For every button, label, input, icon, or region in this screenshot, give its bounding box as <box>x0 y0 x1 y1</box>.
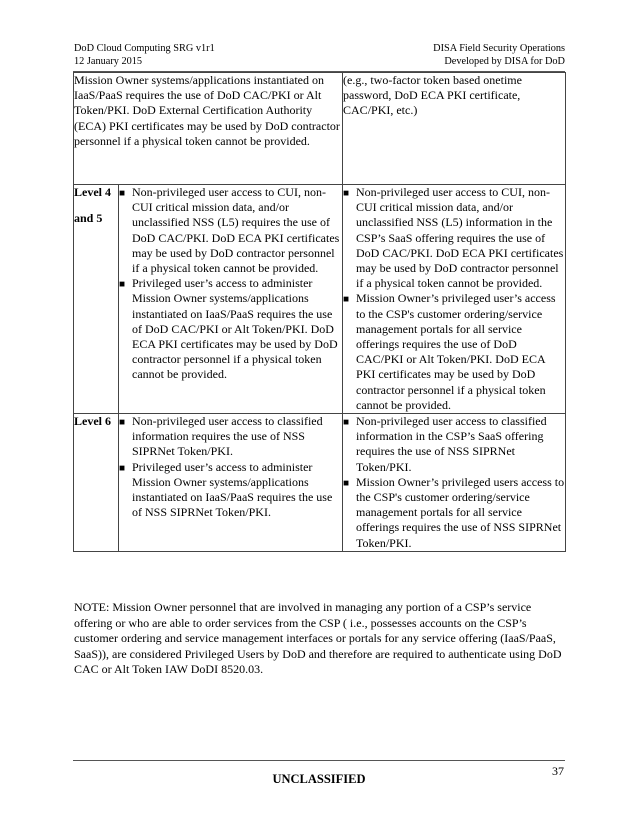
list-item-text: Mission Owner’s privileged users access to the CSP's customer ordering/service management portals for all service offerings requires the use of NSS SIPRNet Token/PKI. <box>356 474 565 550</box>
level-cell <box>74 414 119 552</box>
level-label: Level 6 <box>74 414 111 429</box>
level-cell <box>74 185 119 414</box>
document-title: DoD Cloud Computing SRG v1r1 <box>74 43 215 54</box>
table-row-level-4-5 <box>74 185 566 414</box>
table-row-continuation <box>74 73 566 185</box>
level-label-suffix: and 5 <box>74 211 103 226</box>
list-item <box>119 460 342 521</box>
requirements-table <box>73 72 566 552</box>
page-number: 37 <box>552 764 564 778</box>
developer-line: Developed by DISA for DoD <box>444 56 565 67</box>
requirements-right-cell <box>343 185 566 414</box>
list-item-text: Non-privileged user access to CUI, non-CUI critical mission data, and/or unclassified NSS (L5) information in the CSP’s SaaS offering requires the use of DoD CAC/PKI. DoD ECA PKI certificates may be used by DoD contractor personnel if a physical token cannot be provided. <box>356 185 564 291</box>
square-bullet-icon: ■ <box>119 417 126 429</box>
requirements-left-cell <box>119 414 343 552</box>
list-item-text: Privileged user’s access to administer Mission Owner systems/applications instantiated on IaaS/PaaS requires the use of NSS SIPRNet Token/PKI. <box>132 459 333 520</box>
classification-marking: UNCLASSIFIED <box>272 772 366 786</box>
square-bullet-icon: ■ <box>343 477 350 489</box>
page-header-right <box>433 42 565 68</box>
table-row-level-6 <box>74 414 566 552</box>
list-item-text: Non-privileged user access to CUI, non-CUI critical mission data, and/or unclassified NSS (L5) requires the use of DoD CAC/PKI. DoD ECA PKI certificates may be used by DoD contractor personnel if a physical token cannot be provided. <box>132 185 340 276</box>
square-bullet-icon: ■ <box>119 279 126 291</box>
page-header-left <box>74 42 215 68</box>
requirements-left-cell <box>119 185 343 414</box>
square-bullet-icon: ■ <box>119 188 126 199</box>
note-paragraph: NOTE: Mission Owner personnel that are involved in managing any portion of a CSP’s service offering or who are able to order services from the CSP ( i.e., possesses accounts on the CSP’s customer ordering and service management interfaces or portals for any service offering (IaaS/PaaS, SaaS)), are considered Privileged Users by DoD and therefore are required to authenticate using DoD CAC or Alt Token IAW DoDI 8520.03. <box>74 600 562 677</box>
square-bullet-icon: ■ <box>119 462 126 474</box>
list-item <box>343 414 565 475</box>
level-label: Level 4 <box>74 185 111 199</box>
list-item <box>343 291 565 413</box>
list-item-text: Privileged user’s access to administer Mission Owner systems/applications instantiated on IaaS/PaaS requires the use of DoD CAC/PKI or Alt Token/PKI. DoD ECA PKI certificates may be used by DoD contractor personnel if a physical token cannot be provided. <box>132 276 338 382</box>
list-item-text: Mission Owner’s privileged user’s access to the CSP's customer ordering/service management portals for all service offerings requires the use of DoD CAC/PKI or Alt Token/PKI. DoD ECA PKI certificates may be used by DoD contractor personnel if a physical token cannot be provided. <box>356 291 556 412</box>
footer-divider <box>73 760 565 761</box>
square-bullet-icon: ■ <box>343 188 350 199</box>
square-bullet-icon: ■ <box>343 294 350 306</box>
continuation-right-cell: (e.g., two-factor token based onetime password, DoD ECA PKI certificate, CAC/PKI, etc.) <box>343 73 566 185</box>
organization-name: DISA Field Security Operations <box>433 43 565 54</box>
requirements-right-cell <box>343 414 566 552</box>
continuation-left-cell: Mission Owner systems/applications instantiated on IaaS/PaaS requires the use of DoD CAC/PKI or Alt Token/PKI. DoD External Certification Authority (ECA) PKI certificates may be used by DoD contractor personnel if a physical token cannot be provided. <box>74 73 343 185</box>
list-item <box>119 276 342 382</box>
list-item <box>119 414 342 460</box>
list-item-text: Non-privileged user access to classified information in the CSP’s SaaS offering requires the use of NSS SIPRNet Token/PKI. <box>356 414 547 474</box>
list-item <box>343 475 565 551</box>
square-bullet-icon: ■ <box>343 417 350 429</box>
list-item <box>119 185 342 276</box>
list-item-text: Non-privileged user access to classified information requires the use of NSS SIPRNet Token/PKI. <box>132 414 323 459</box>
document-date: 12 January 2015 <box>74 56 143 67</box>
list-item <box>343 185 565 291</box>
